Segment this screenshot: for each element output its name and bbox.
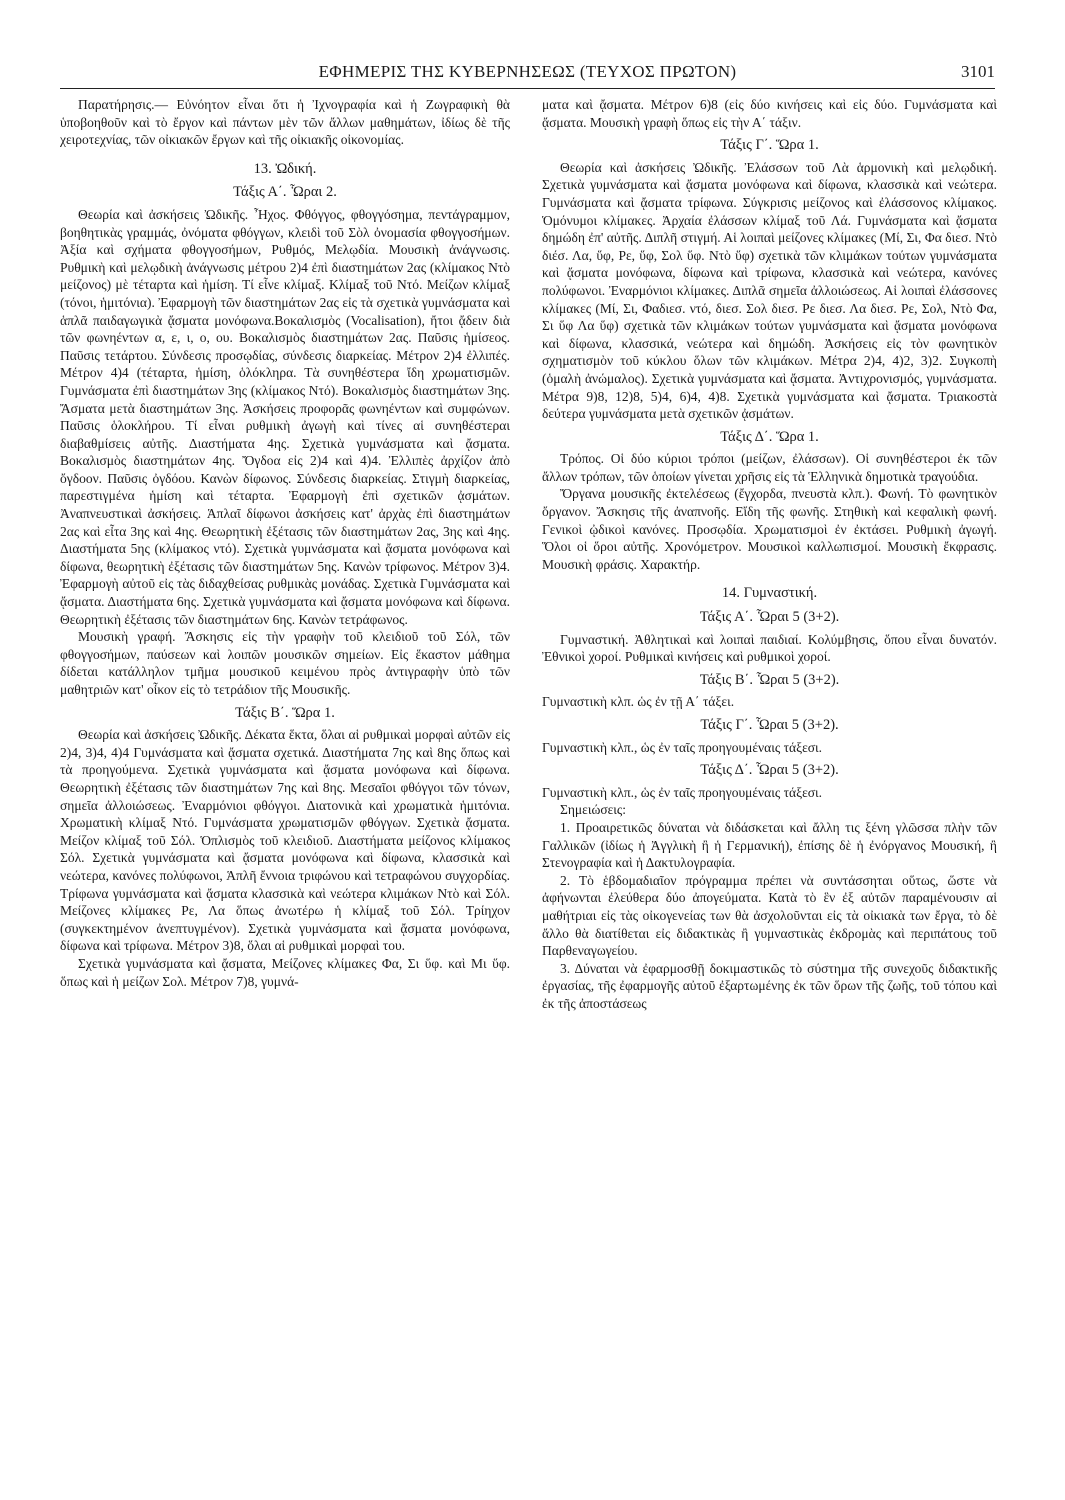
gym-class-a-paragraph: Γυμναστική. Ἀθλητικαὶ καὶ λοιπαὶ παιδιαί. Κολύμβησις, ὅπου εἶναι δυνατόν. Ἐθνικοὶ χοροί. Ρυθμικαὶ κινήσεις καὶ ρυθμικοὶ χοροί. xyxy=(542,631,997,665)
class-b-heading: Τάξις Β΄. Ὥρα 1. xyxy=(235,704,335,721)
remark-paragraph: Παρατήρησις.— Εὐνόητον εἶναι ὅτι ἡ Ἰχνογραφία καὶ ἡ Ζωγραφικὴ θὰ ὑποβοηθοῦν καὶ τὸ ἔργον καὶ πάντων μὲν τῶν ἄλλων μαθημάτων, ἰδίως δὲ τῆς χειροτεχνίας, τῶν οἰκιακῶν ἔργων καὶ τῆς οἰκιακῆς οἰκονομίας. xyxy=(60,97,510,148)
music-writing-paragraph: Μουσικὴ γραφή. Ἄσκησις εἰς τὴν γραφὴν τοῦ κλειδιοῦ τοῦ Σόλ, τῶν φθογγοσήμων, παύσεων καὶ λοιπῶν μουσικῶν σημείων. Εἰς ἕκαστον μάθημα δίδεται κατάλληλον τμῆμα μουσικοῦ κειμένου πρὸς ἀντιγραφὴν ὑπὸ τῶν μαθητριῶν κατ' οἶκον εἰς τὸ τετράδιον τῆς Μουσικῆς. xyxy=(60,629,510,697)
note-3: 3. Δύναται νὰ ἐφαρμοσθῇ δοκιμαστικῶς τὸ σύστημα τῆς συνεχοῦς διδακτικῆς ἐργασίας, τῆς ἐφαρμογῆς αὐτοῦ ἐξαρτωμένης ἐκ τῶν ὅρων τῆς ζωῆς, τοῦ τόπου καὶ ἐκ τῆς ἀποστάσεως xyxy=(542,960,997,1011)
notes-label: Σημειώσεις: xyxy=(560,802,627,818)
class-d-paragraph-2: Ὄργανα μουσικῆς ἐκτελέσεως (ἔγχορδα, πνευστὰ κλπ.). Φωνή. Τὸ φωνητικὸν ὄργανον. Ἄσκησις τῆς ἀναπνοῆς. Εἴδη τῆς φωνῆς. Στηθικὴ καὶ κεφαλικὴ φωνή. Γενικοὶ ᾠδικοὶ κανόνες. Προσῳδία. Χρωματισμοὶ ἐν ἐκτάσει. Ρυθμικὴ ἀγωγή. Ὅλοι οἱ ὅροι αὐτῆς. Χρονόμετρον. Μουσικοὶ καλλωπισμοί. Μουσικὴ ἔκφρασις. Μουσικὴ φράσις. Χαρακτήρ. xyxy=(542,486,997,572)
note-1: 1. Προαιρετικῶς δύναται νὰ διδάσκεται καὶ ἄλλη τις ξένη γλῶσσα πλὴν τῶν Γαλλικῶν (ἰδίως ἡ Ἀγγλικὴ ἢ ἡ Γερμανική), ἐπίσης δὲ ἡ ἐνόργανος Μουσική, ἢ Στενογραφία καὶ ἡ Δακτυλογραφία. xyxy=(542,819,997,871)
class-d-paragraph: Τρόπος. Οἱ δύο κύριοι τρόποι (μείζων, ἐλάσσων). Οἱ συνηθέστεροι ἐκ τῶν ἄλλων τρόπων, τῶν ὁποίων γίνεται χρῆσις εἰς τὰ Ἑλληνικὰ δημοτικὰ τραγούδια. xyxy=(542,451,997,484)
gym-class-a-heading: Τάξις Α΄. Ὧραι 5 (3+2). xyxy=(699,609,840,626)
gym-class-c-paragraph: Γυμναστικὴ κλπ., ὡς ἐν ταῖς προηγουμέναις τάξεσι. xyxy=(542,739,823,755)
class-b-paragraph-2: Σχετικὰ γυμνάσματα καὶ ᾄσματα, Μείζονες κλίμακες Φα, Σι ὕφ. καὶ Μι ὕφ. ὅπως καὶ ἡ μείζων Σολ. Μέτρον 7)8, γυμνά- xyxy=(60,955,510,989)
class-d-heading: Τάξις Δ΄. Ὥρα 1. xyxy=(720,428,819,445)
section-heading-singing: 13. Ὠδική. xyxy=(253,160,317,177)
gym-class-c-heading: Τάξις Γ΄. Ὧραι 5 (3+2). xyxy=(700,717,839,733)
gym-class-d-paragraph: Γυμναστικὴ κλπ., ὡς ἐν ταῖς προηγουμέναις τάξεσι. xyxy=(542,784,823,800)
gym-class-b-heading: Τάξις Β΄. Ὧραι 5 (3+2). xyxy=(699,671,840,688)
page-header xyxy=(60,58,995,89)
note-2: 2. Τὸ ἑβδομαδιαῖον πρόγραμμα πρέπει νὰ συντάσσηται οὕτως, ὥστε νὰ ἀφήνωνται ἐλεύθερα δύο ἀπογεύματα. Κατὰ τὸ ἓν ἐξ αὐτῶν παραμένουσιν αἱ μαθήτριαι εἰς τὰς οἰκογενείας των θὰ ἀσχολοῦνται εἰς τὰ οἰκιακὰ των ἔργα, τὸ δὲ ἄλλο θὰ διατίθεται εἰς διδακτικὰς ἢ γυμναστικὰς ἐκδρομὰς καὶ περιπάτους τοῦ Παρθεναγωγείου. xyxy=(542,872,997,959)
class-c-paragraph: Θεωρία καὶ ἀσκήσεις Ὠδικῆς. Ἐλάσσων τοῦ Λὰ ἁρμονικὴ καὶ μελῳδική. Σχετικὰ γυμνάσματα καὶ ᾄσματα μονόφωνα καὶ δίφωνα, κλασσικὰ καὶ νεώτερα. Γυμνάσματα καὶ ᾄσματα τρίφωνα. Σύγκρισις μείζονος καὶ ἐλάσσονος κλίμακος. Ὁμόνυμοι κλίμακες. Ἀρχαία ἐλάσσων κλίμαξ τοῦ Λά. Γυμνάσματα καὶ ᾄσματα δημώδη ἐπ' αὐτῆς. Διπλῆ στιγμή. Αἱ λοιπαὶ μείζονες κλίμακες (Μί, Σι, Φα διεσ. Ντὸ διέσ. Λα, ὕφ, Ρε, ὕφ, Σολ ὕφ. Ντὸ ὕφ) σχετικὰ τῶν κλιμάκων τούτων γυμνάσματα καὶ ᾄσματα μονόφωνα, δίφωνα καὶ τρίφωνα, κλασσικὰ καὶ νεώτερα, κανόνες πολύφωνοι. Ἐναρμόνιοι κλίμακες. Διπλᾶ σημεῖα ἀλλοιώσεως. Αἱ λοιπαὶ ἐλάσσονες κλίμακες (Μί, Σι, Φαδιεσ. ντό, διεσ. Σολ διεσ. Ρε διεσ. Λα διεσ. Ρε, Σολ, Ντὸ Φα, Σι ὕφ Λα ὕφ) σχετικὰ τῶν κλιμάκων τούτων γυμνάσματα καὶ ᾄσματα μονόφωνα καὶ δίφωνα, κλασσικά, νεώτερα καὶ δημώδη. Ἀσκήσεις εἰς τὸν φωνητικὸν σχηματισμὸν τοῦ κύκλου ὅλων τῶν κλιμάκων. Μέτρα 2)4, 4)2, 3)2. Συγκοπὴ (ὁμαλὴ ἀνώμαλος). Σχετικὰ γυμνάσματα καὶ ᾄσματα. Ἀντιχρονισμός, γυμνάσματα. Μέτρα 9)8, 12)8, 5)4, 6)4, 4)8. Σχετικὰ γυμνάσματα καὶ ᾄσματα. Τριακοστὰ δεύτερα γυμνάσματα μετὰ σχετικῶν ᾀσμάτων. xyxy=(542,159,997,422)
left-column xyxy=(60,96,510,1486)
class-c-heading: Τάξις Γ΄. Ὥρα 1. xyxy=(720,137,819,154)
class-a-heading: Τάξις Α΄. Ὧραι 2. xyxy=(233,184,337,201)
page-number: 3101 xyxy=(961,62,995,81)
gazette-title: ΕΦΗΜΕΡΙΣ ΤΗΣ ΚΥΒΕΡΝΗΣΕΩΣ (ΤΕΥΧΟΣ ΠΡΩΤΟΝ) xyxy=(318,62,737,81)
gym-class-d-heading: Τάξις Δ΄. Ὧραι 5 (3+2). xyxy=(700,762,839,779)
right-column xyxy=(542,96,997,1486)
class-a-paragraph: Θεωρία καὶ ἀσκήσεις Ὠδικῆς. Ἦχος. Φθόγγος, φθογγόσημα, πεντάγραμμον, βοηθητικὰς γραμμάς, ὀνόματα φθόγγων, κλειδὶ τοῦ Σὸλ ὀνομασία φθογγοσήμων. Ἀξία καὶ σχήματα φθογγοσήμων, Ρυθμός, Μελῳδία. Μουσικὴ ἀνάγνωσις. Ρυθμικὴ καὶ μελῳδικὴ ἀνάγνωσις μέτρου 2)4 ἐπὶ διαστημάτων 2ας (κλίμακος Ντὸ μείζονος) μὲ τέταρτα καὶ ἡμίση. Τί εἶνε κλίμαξ. Κλίμαξ τοῦ Ντό. Μείζων κλίμαξ (τόνοι, ἡμιτόνια). Ἐφαρμογὴ τῶν διαστημάτων 2ας εἰς τὰ σχετικὰ γυμνάσματα καὶ ἁπλᾶ παιδαγωγικὰ ᾄσματα μονόφωνα.Βοκαλισμὸς (Vocalisation), ἤτοι ᾄδειν διὰ τῶν φωνηέντων α, ε, ι, ο, ου. Βοκαλισμὸς διαστημάτων 2ας. Παῦσις ἡμίσεος. Παῦσις τετάρτου. Σύνδεσις προσῳδίας, σύνδεσις διαρκείας. Μέτρον 2)4 ἐλλιπές. Μέτρον 4)4 (τέταρτα, ἡμίση, ὁλόκληρα. Τὰ συνηθέστερα ἴδη χρωματισμῶν. Γυμνάσματα ἐπὶ διαστημάτων 3ης (κλίμακος Ντό). Βοκαλισμὸς διαστημάτων 3ης. Ἄσματα μετὰ διαστημάτων 3ης. Ἀσκήσεις προφορᾶς φωνηέντων καὶ συμφώνων. Παῦσις ὁλοκλήρου. Τί εἶναι ρυθμικὴ ἀγωγὴ καὶ τίνες αἱ συνηθέστεραι διαβαθμίσεις αὐτῆς. Διαστήματα 4ης. Σχετικὰ γυμνάσματα καὶ ᾄσματα. Βοκαλισμὸς διαστημάτων 4ης. Ὄγδοα εἰς 2)4 καὶ 4)4. Ἐλλιπὲς ἀρχίζον ἀπὸ ὄγδοον. Παῦσις ὀγδόου. Κανὼν δίφωνος. Σύνδεσις διαρκείας. Στιγμὴ διαρκείας, παρεστιγμένα ἡμίση καὶ τέταρτα. Ἐφαρμογὴ ἐπὶ σχετικῶν ᾀσμάτων. Ἀναπνευστικαὶ ἀσκήσεις. Ἁπλαῖ δίφωνοι ἀσκήσεις κατ' ἀρχὰς ἐπὶ διαστημάτων 2ας καὶ εἶτα 3ης καὶ 4ης. Θεωρητικὴ ἐξέτασις τῶν διαστημάτων 2ας, 3ης καὶ 4ης. Διαστήματα 5ης (κλίμακος ντό). Σχετικὰ γυμνάσματα καὶ ᾄσματα μονόφωνα καὶ δίφωνα, θεωρητικὴ ἐξέτασις τῶν διαστημάτων 5ης. Κανὼν τρίφωνος. Μέτρον 3)4. Ἐφαρμογὴ αὐτοῦ εἰς τὰς διδαχθείσας ρυθμικὰς μονάδας. Σχετικὰ Γυμνάσματα καὶ ᾄσματα. Διαστήματα 6ης. Σχετικὰ γυμνάσματα καὶ ᾄσματα μονόφωνα καὶ δίφωνα. Θεωρητικὴ ἐξέτασις τῶν διαστημάτων 6ης. Κανὼν τετράφωνος. xyxy=(60,206,510,627)
gym-class-b-paragraph: Γυμναστικὴ κλπ. ὡς ἐν τῇ Α΄ τάξει. xyxy=(542,694,735,710)
section-heading-gymnastics: 14. Γυμναστική. xyxy=(721,585,818,602)
class-b-paragraph: Θεωρία καὶ ἀσκήσεις Ὠδικῆς. Δέκατα ἕκτα, ὅλαι αἱ ρυθμικαὶ μορφαὶ αὐτῶν εἰς 2)4, 3)4, 4)4 Γυμνάσματα καὶ ᾄσματα σχετικά. Διαστήματα 7ης καὶ 8ης ὅπως καὶ τὰ προηγούμενα. Σχετικὰ γυμνάσματα καὶ ᾄσματα μονόφωνα καὶ δίφωνα. Θεωρητικὴ ἐξέτασις τῶν διαστημάτων 7ης καὶ 8ης. Μεσαῖοι φθόγγοι τῶν τόνων, σημεῖα ἀλλοιώσεως. Ἐναρμόνιοι φθόγγοι. Διατονικὰ καὶ χρωματικὰ ἡμιτόνια. Χρωματικὴ κλίμαξ Ντό. Γυμνάσματα χρωματισμῶν φθόγγων. Σχετικὰ ᾄσματα. Μείζον κλίμαξ τοῦ Σόλ. Ὁπλισμὸς τοῦ κλειδιοῦ. Διαστήματα μείζονος κλίμακος Σόλ. Σχετικὰ γυμνάσματα καὶ ᾄσματα μονόφωνα καὶ δίφωνα, κλασσικὰ καὶ νεώτερα, κανόνες πολύφωνοι, Ἁπλῆ ἔννοια τριφώνου καὶ τετραφώνου συγχορδίας. Τρίφωνα γυμνάσματα καὶ ᾄσματα κλασσικὰ καὶ νεώτερα κλιμάκων Ντὸ καὶ Σόλ. Μείζονες κλίμακες Ρε, Λα ὅπως ἀνωτέρω ἡ κλίμαξ τοῦ Σόλ. Τρίηχον (συγκεκτημένον ἀνεπτυγμένον). Σχετικὰ γυμνάσματα καὶ ᾄσματα μονόφωνα, δίφωνα καὶ τρίφωνα. Μέτρον 3)8, ὅλαι αἱ ρυθμικαὶ μορφαὶ του. xyxy=(60,727,510,954)
continuation-paragraph: ματα καὶ ᾄσματα. Μέτρον 6)8 (εἰς δύο κινήσεις καὶ εἰς δύο. Γυμνάσματα καὶ ᾄσματα. Μουσικὴ γραφὴ ὅπως εἰς τὴν Α΄ τάξιν. xyxy=(542,97,997,130)
